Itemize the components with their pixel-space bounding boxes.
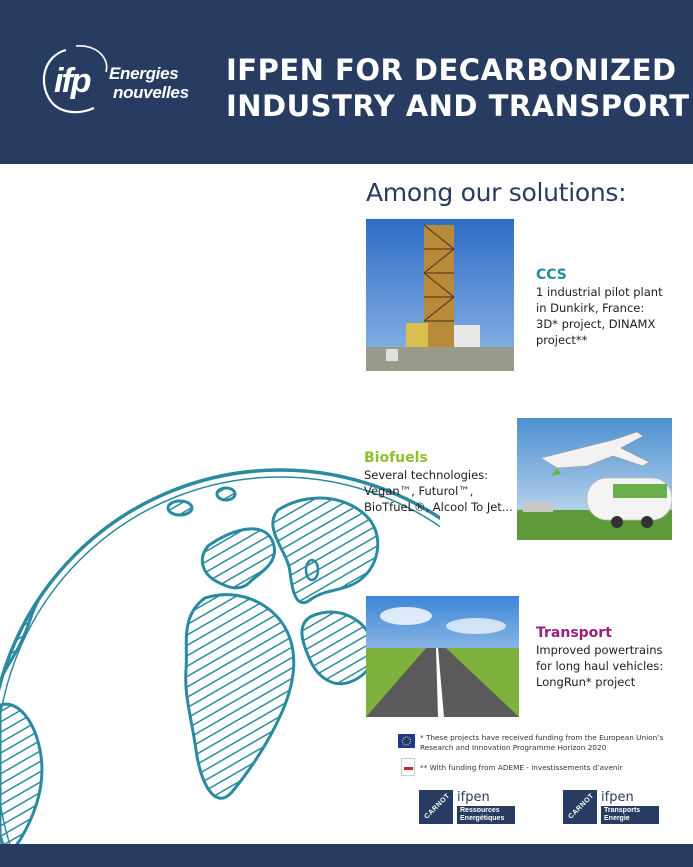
eu-flag-icon [398,734,415,748]
ccs-line: project** [536,333,588,347]
horizon-2020-note-line-2: Research and Innovation Programme Horizon 2020 [420,743,607,752]
carnot-ressources-energetiques-logo[interactable] [419,790,515,824]
transport-heading: Transport [536,625,612,641]
logo-line-2: nouvelles [113,83,189,102]
page-title [226,52,690,124]
footer-bar [0,844,693,867]
biofuels-line: BioTfueL®, Alcool To Jet... [364,500,513,514]
carnot-transports-energie-logo[interactable] [563,790,659,824]
header-banner [0,0,693,164]
logo-line-1: Energies [109,64,179,83]
logo-brand: ifp [54,62,90,100]
carnot-badge: CARNOT [563,790,597,824]
transport-line: for long haul vehicles: [536,659,664,673]
biofuels-solution [364,449,514,515]
horizon-2020-note-line-1: * These projects have received funding from the European Union’s [420,733,664,742]
ccs-pilot-plant-photo [366,219,514,371]
ccs-line: in Dunkirk, France: [536,301,645,315]
ccs-heading: CCS [536,267,567,283]
carnot-badge: CARNOT [419,790,453,824]
biofuels-line: Vegan™, Futurol™, [364,484,474,498]
biofuels-heading: Biofuels [364,450,428,466]
biofuels-plane-truck-photo [517,418,672,540]
ademe-note: ** With funding from ADEME - investissements d’avenir [420,763,623,772]
solutions-heading: Among our solutions: [366,178,627,207]
ifpen-logo[interactable] [36,42,206,122]
transport-road-photo [366,596,519,717]
transport-solution [536,624,686,690]
carnot-label: Ressources Energétiques [457,806,515,824]
biofuels-line: Several technologies: [364,468,489,482]
ccs-line: 3D* project, DINAMX [536,317,656,331]
transport-line: Improved powertrains [536,643,663,657]
carnot-label: Transports Energie [601,806,659,824]
page-title-line-1: IFPEN FOR DECARBONIZED [226,53,677,87]
ademe-icon [401,758,415,776]
page-title-line-2: INDUSTRY AND TRANSPORT [226,89,690,123]
transport-line: LongRun* project [536,675,636,689]
carnot-ifpen-name: ifpen [601,790,634,805]
carnot-ifpen-name: ifpen [457,790,490,805]
ccs-solution [536,266,686,348]
horizon-2020-note [420,733,680,753]
ccs-line: 1 industrial pilot plant [536,285,663,299]
